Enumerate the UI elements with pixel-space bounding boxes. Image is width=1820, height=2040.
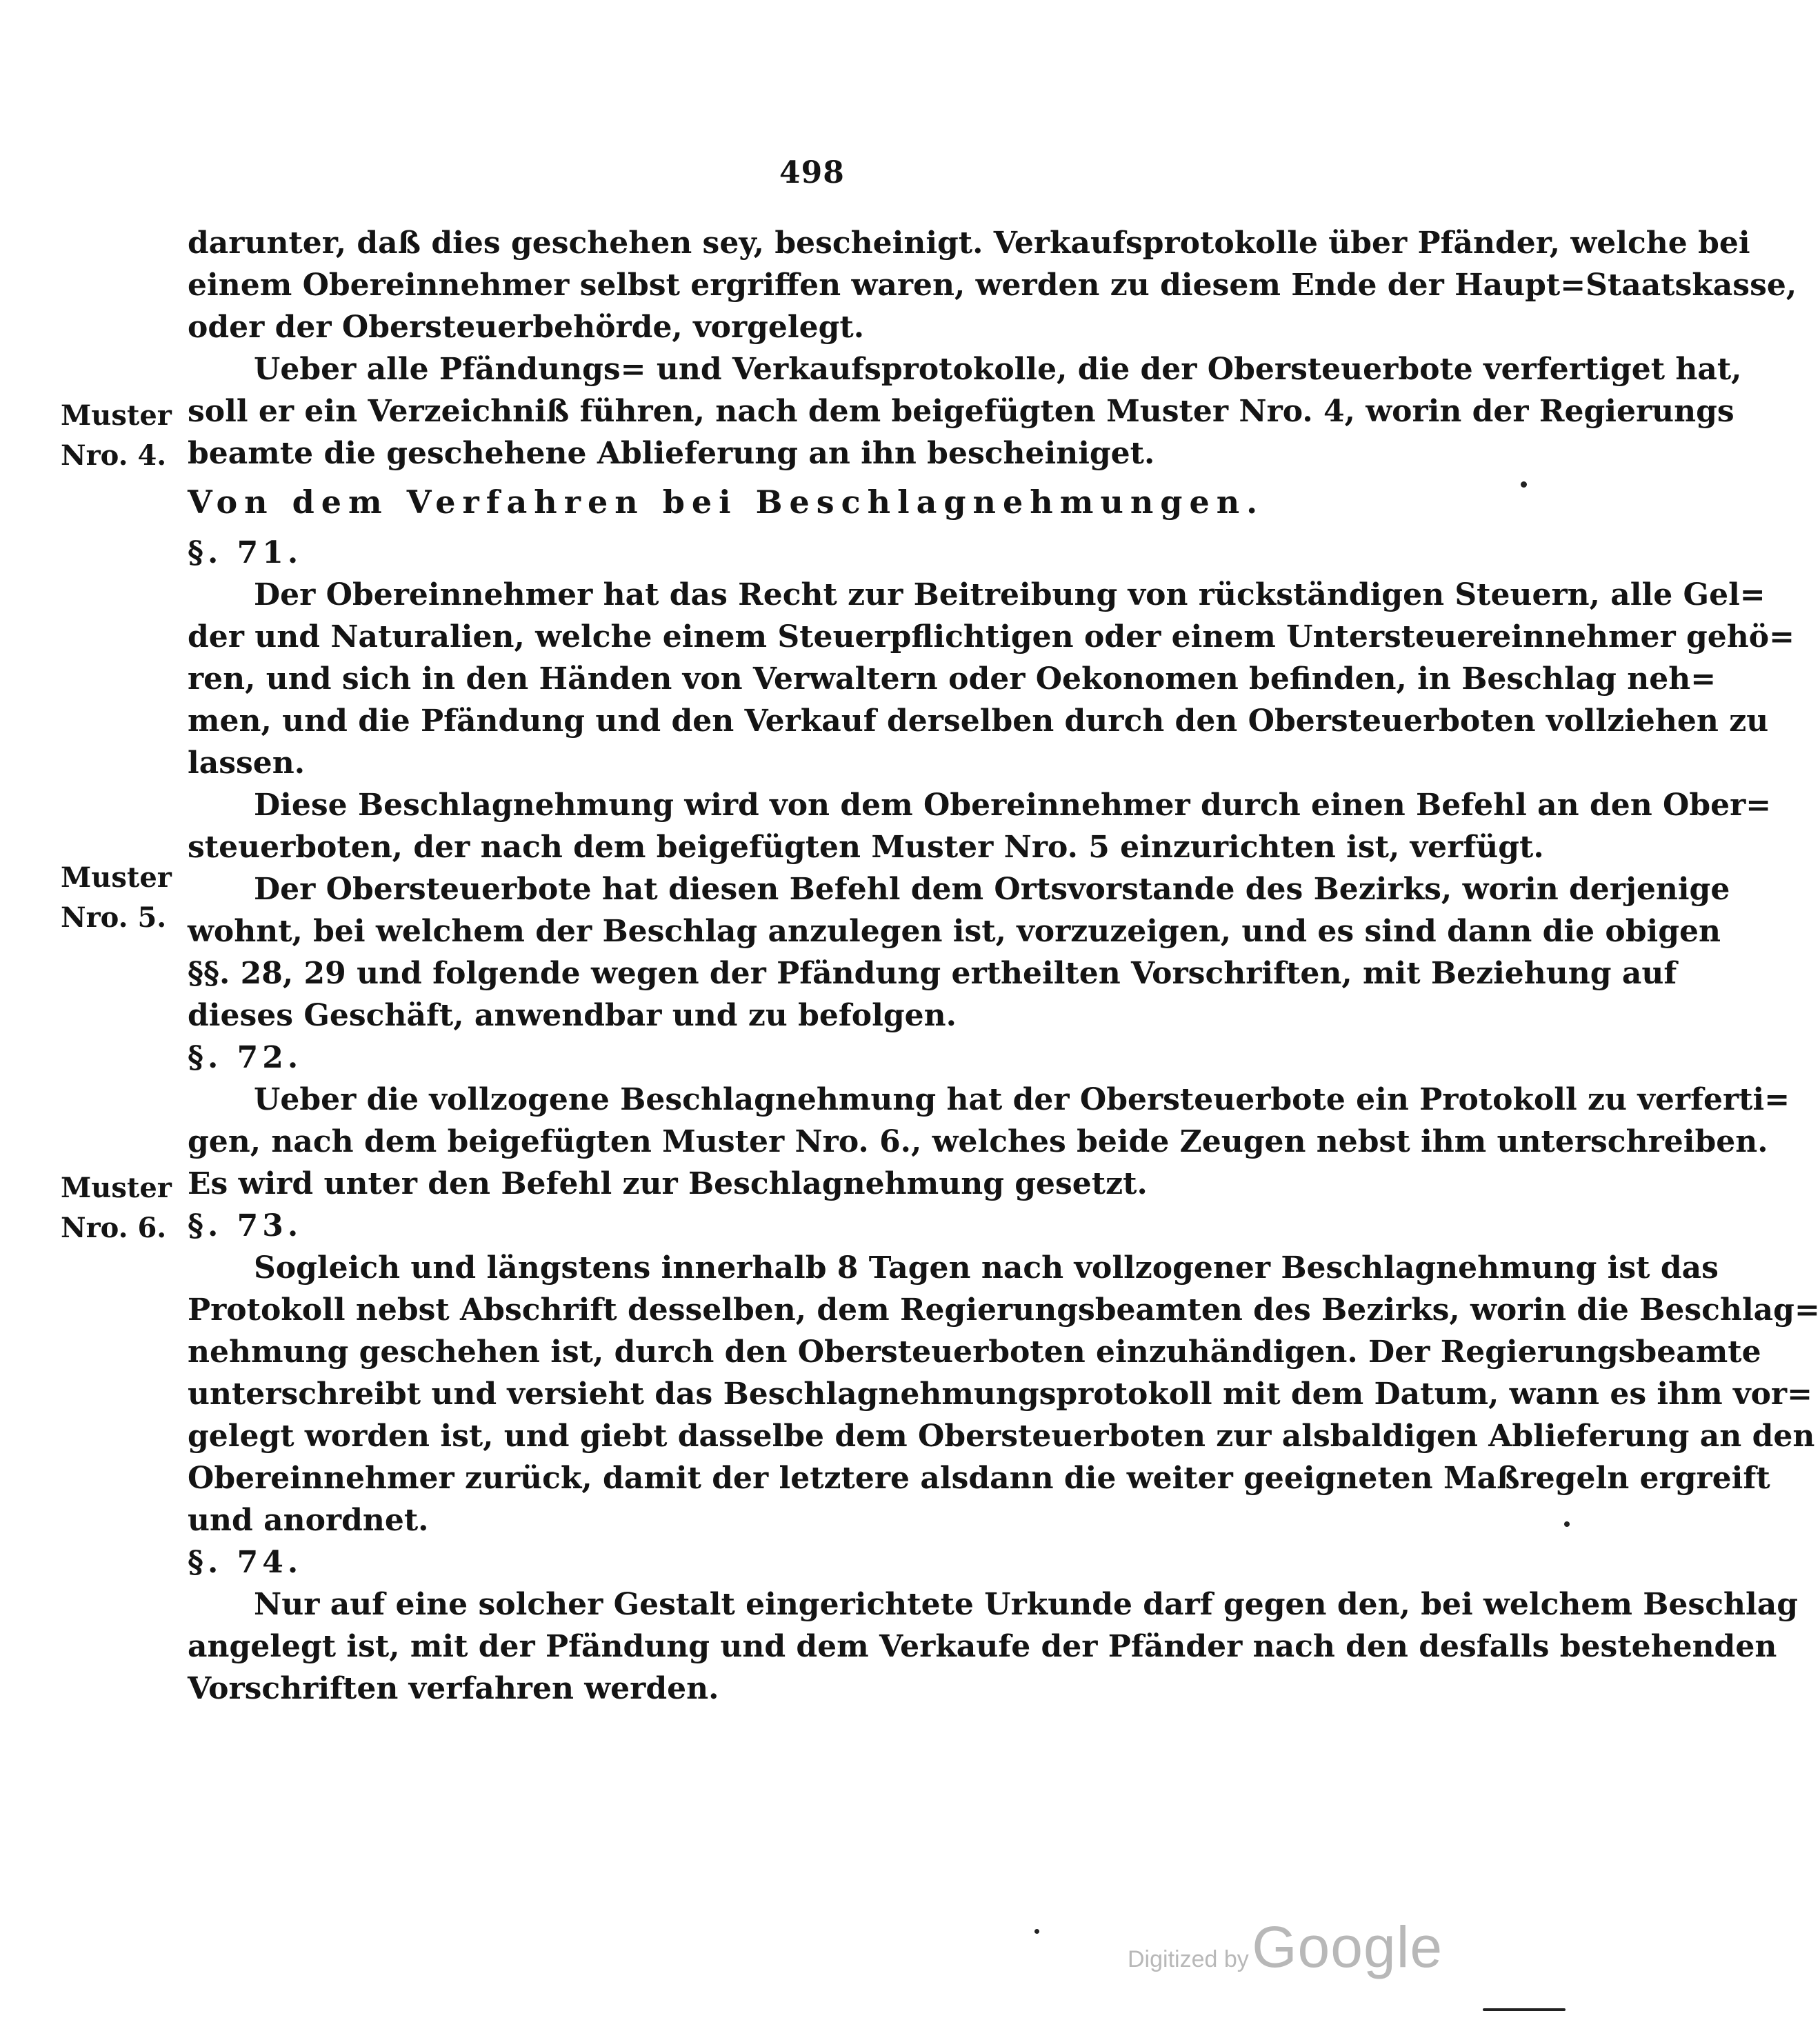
margin-note-line: Muster [61, 399, 172, 432]
margin-note-line: Nro. 5. [61, 901, 167, 934]
text-line: steuerboten, der nach dem beigefügten Muster Nro. 5 einzurichten ist, verfügt. [188, 830, 1544, 865]
text-line: angelegt ist, mit der Pfändung und dem Verkaufe der Pfänder nach den desfalls bestehenden [188, 1629, 1777, 1664]
text-line: §§. 28, 29 und folgende wegen der Pfändung ertheilten Vorschriften, mit Beziehung auf [188, 956, 1677, 991]
text-line: gelegt worden ist, und giebt dasselbe dem Obersteuerboten zur alsbaldigen Ablieferung an den [188, 1419, 1815, 1454]
section-title-73: §. 73. [188, 1208, 303, 1243]
section-title-71: §. 71. [188, 535, 303, 570]
text-line: soll er ein Verzeichniß führen, nach dem beigefügten Muster Nro. 4, worin der Regierungs [188, 394, 1734, 429]
text-line: Obereinnehmer zurück, damit der letztere alsdann die weiter geeigneten Maßregeln ergreift [188, 1461, 1770, 1496]
text-line: Vorschriften verfahren werden. [188, 1671, 719, 1706]
text-line: Der Obereinnehmer hat das Recht zur Beitreibung von rückständigen Steuern, alle Gel= [254, 577, 1766, 612]
text-line: darunter, daß dies geschehen sey, bescheinigt. Verkaufsprotokolle über Pfänder, welche bei [188, 226, 1750, 261]
margin-note-line: Nro. 4. [61, 439, 167, 472]
text-line: Protokoll nebst Abschrift desselben, dem Regierungsbeamten des Bezirks, worin die Beschlag= [188, 1292, 1820, 1328]
text-line: einem Obereinnehmer selbst ergriffen waren, werden zu diesem Ende der Haupt=Staatskasse, [188, 268, 1797, 303]
scan-speck [1034, 1929, 1039, 1934]
text-line: Ueber die vollzogene Beschlagnehmung hat der Obersteuerbote ein Protokoll zu verferti= [254, 1082, 1790, 1117]
paragraph-72-1 [188, 1079, 1790, 1205]
margin-note-muster-6 [61, 1168, 171, 1248]
text-line: oder der Obersteuerbehörde, vorgelegt. [188, 310, 865, 345]
paragraph-continuation [188, 222, 1797, 348]
text-line: ren, und sich in den Händen von Verwaltern oder Oekonomen befinden, in Beschlag neh= [188, 661, 1717, 697]
paragraph-71-3 [188, 868, 1730, 1037]
paragraph-71-2 [188, 784, 1772, 868]
text-line: Sogleich und längstens innerhalb 8 Tagen nach vollzogener Beschlagnehmung ist das [254, 1250, 1719, 1286]
text-line: unterschreibt und versieht das Beschlagnehmungsprotokoll mit dem Datum, wann es ihm vor= [188, 1377, 1812, 1412]
scan-speck [1521, 481, 1527, 488]
section-title-72: §. 72. [188, 1040, 303, 1075]
paragraph-71-1 [188, 574, 1794, 784]
margin-note-line: Nro. 6. [61, 1212, 167, 1244]
text-line: Ueber alle Pfändungs= und Verkaufsprotokolle, die der Obersteuerbote verfertiget hat, [254, 352, 1742, 387]
section-heading: Von dem Verfahren bei Beschlagnehmungen. [188, 483, 1265, 521]
digitized-by-google-watermark [1128, 1914, 1443, 1981]
text-line: der und Naturalien, welche einem Steuerpflichtigen oder einem Untersteuereinnehmer gehö= [188, 619, 1794, 654]
scan-speck [1483, 2008, 1566, 2011]
text-line: beamte die geschehene Ablieferung an ihn bescheiniget. [188, 436, 1155, 471]
paragraph-73-1 [188, 1247, 1820, 1541]
watermark-prefix: Digitized by [1128, 1946, 1249, 1972]
google-logo: Google [1252, 1914, 1443, 1979]
margin-note-muster-4 [61, 396, 171, 476]
text-line: nehmung geschehen ist, durch den Obersteuerboten einzuhändigen. Der Regierungsbeamte [188, 1334, 1761, 1370]
text-line: Nur auf eine solcher Gestalt eingerichtete Urkunde darf gegen den, bei welchem Beschlag [254, 1587, 1798, 1622]
text-line: lassen. [188, 746, 306, 781]
paragraph-74-1 [188, 1583, 1798, 1710]
text-line: men, und die Pfändung und den Verkauf derselben durch den Obersteuerboten vollziehen zu [188, 703, 1769, 739]
paragraph-verzeichnis [188, 348, 1742, 474]
margin-note-line: Muster [61, 1172, 172, 1204]
scan-speck [1564, 1521, 1570, 1527]
text-line: wohnt, bei welchem der Beschlag anzulegen ist, vorzuzeigen, und es sind dann die obigen [188, 914, 1721, 949]
page-number: 498 [779, 155, 845, 190]
margin-note-muster-5 [61, 858, 171, 938]
text-line: Diese Beschlagnehmung wird von dem Obereinnehmer durch einen Befehl an den Ober= [254, 788, 1772, 823]
text-line: und anordnet. [188, 1503, 429, 1538]
text-line: gen, nach dem beigefügten Muster Nro. 6., welches beide Zeugen nebst ihm unterschreiben. [188, 1124, 1768, 1159]
text-line: Der Obersteuerbote hat diesen Befehl dem Ortsvorstande des Bezirks, worin derjenige [254, 872, 1730, 907]
text-line: Es wird unter den Befehl zur Beschlagnehmung gesetzt. [188, 1166, 1148, 1201]
text-line: dieses Geschäft, anwendbar und zu befolgen. [188, 998, 957, 1033]
body-text [188, 222, 1820, 1710]
margin-note-line: Muster [61, 861, 172, 894]
section-title-74: §. 74. [188, 1545, 303, 1580]
